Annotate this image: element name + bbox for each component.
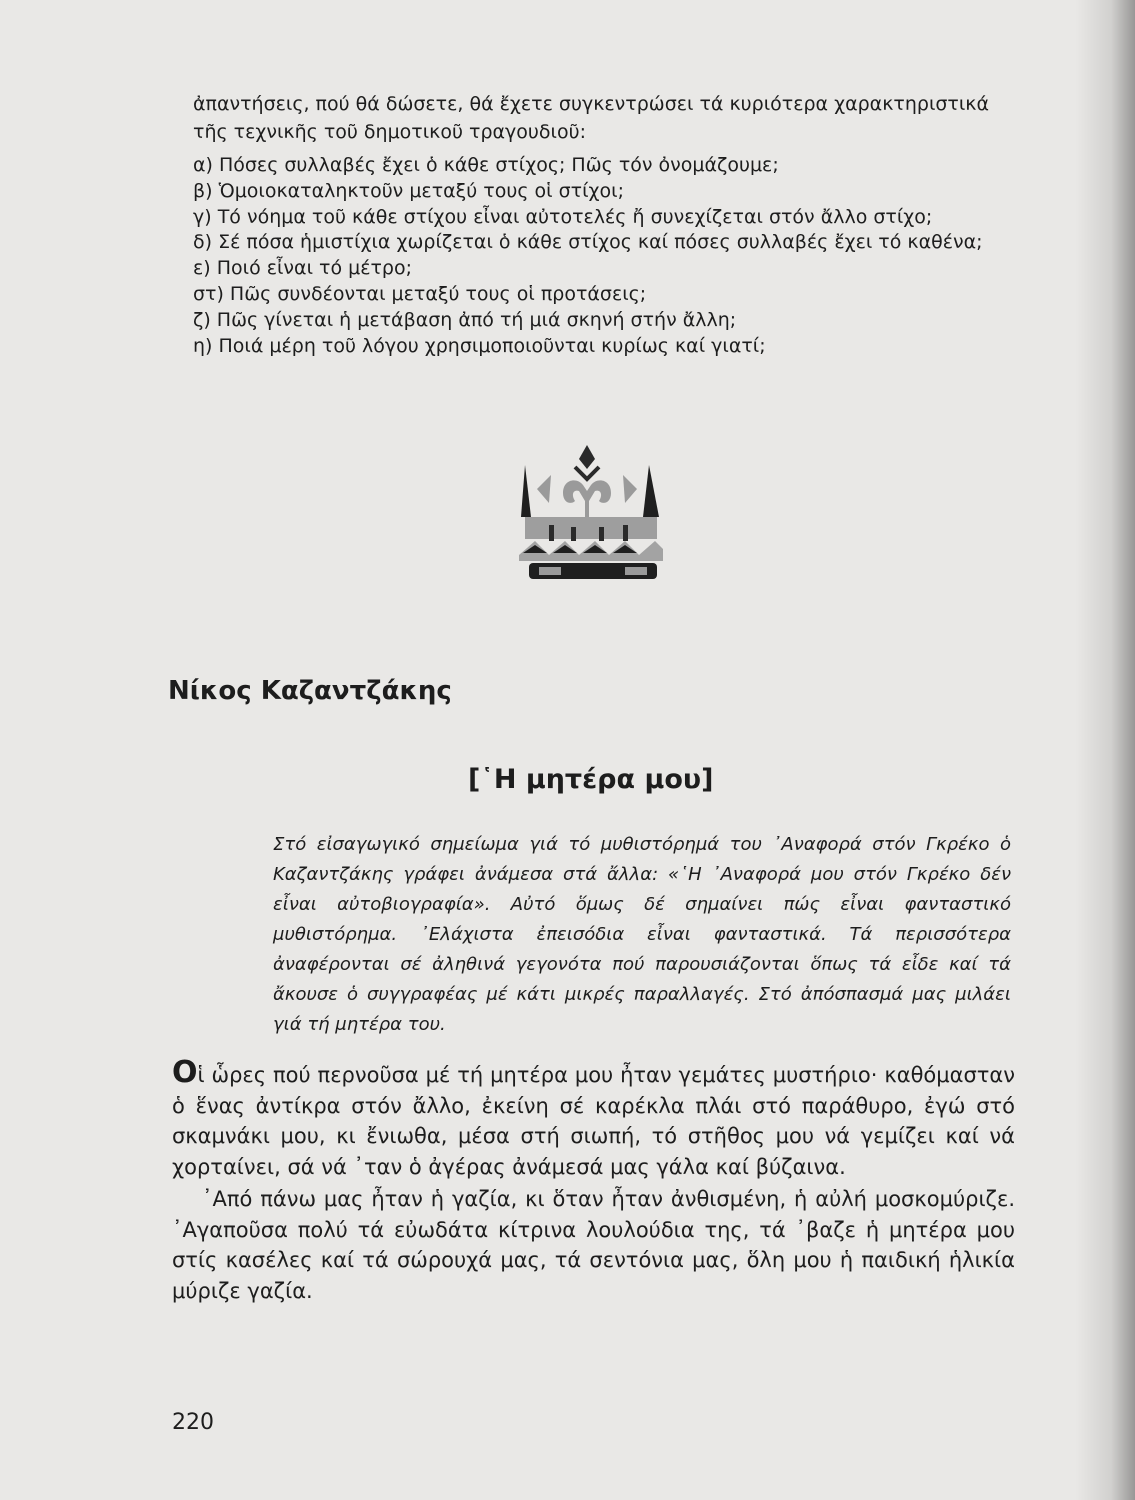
paragraph — [172, 1055, 1015, 1182]
page-edge-shadow — [1075, 0, 1135, 1500]
question-item: α) Πόσες συλλαβές ἔχει ὁ κάθε στίχος; Πῶς τόν ὀνομάζουμε; — [193, 154, 779, 176]
question-item: η) Ποιά μέρη τοῦ λόγου χρησιμοποιοῦνται κυρίως καί γιατί; — [193, 334, 766, 357]
questions-intro: ἀπαντήσεις, πού θά δώσετε, θά ἔχετε συγκεντρώσει τά κυριότερα χαρακτηριστικά τῆς τεχνικῆς τοῦ δημοτικοῦ τραγουδιοῦ: — [193, 93, 990, 143]
question-item: β) Ὁμοιοκαταληκτοῦν μεταξύ τους οἱ στίχοι; — [193, 179, 624, 202]
questions-block — [193, 90, 1013, 359]
introductory-note: Στό εἰσαγωγικό σημείωμα γιά τό μυθιστόρημά του ᾿Αναφορά στόν Γκρέκο ὁ Καζαντζάκης γράφει ἀνάμεσα στά ἄλλα: «῾Η ᾿Αναφορά μου στόν Γκρέκο δέν εἶναι αὐτοβιογραφία». Αὐτό ὅμως δέ σημαίνει πώς εἶναι φανταστικό μυθιστόρημα. ᾿Ελάχιστα ἐπεισόδια εἶναι φανταστικά. Τά περισσότερα ἀναφέρονται σέ ἀληθινά γεγονότα πού παρουσιάζονται ὅπως τά εἶδε καί τά ἄκουσε ὁ συγγραφέας μέ κάτι μικρές παραλλαγές. Στό ἀπόσπασμά μας μιλάει γιά τή μητέρα του. — [273, 834, 1011, 1035]
page-number: 220 — [172, 1410, 214, 1435]
question-item: δ) Σέ πόσα ἡμιστίχια χωρίζεται ὁ κάθε στίχος καί πόσες συλλαβές ἔχει τό καθένα; — [193, 231, 983, 254]
decorative-vignette-icon — [515, 445, 665, 585]
drop-cap: Ο — [172, 1055, 198, 1090]
question-item: γ) Τό νόημα τοῦ κάθε στίχου εἶναι αὐτοτελές ἤ συνεχίζεται στόν ἄλλο στίχο; — [193, 205, 933, 228]
question-item: στ) Πῶς συνδέονται μεταξύ τους οἱ προτάσεις; — [193, 282, 647, 305]
text-title: [῾Η μητέρα μου] — [468, 764, 714, 795]
paragraph: ᾿Από πάνω μας ἦταν ἡ γαζία, κι ὅταν ἦταν ἀνθισμένη, ἡ αὐλή μοσκομύριζε. ᾿Αγαποῦσα πολύ τά εὐωδάτα κίτρινα λουλούδια της, τά ᾿βαζε ἡ μητέρα μου στίς κασέλες καί τά σώρουχά μας, τά σεντόνια μας, ὅλη μου ἡ παιδική ἡλικία μύριζε γαζία. — [172, 1187, 1015, 1303]
paragraph-text: ἱ ὧρες πού περνοῦσα μέ τή μητέρα μου ἦταν γεμάτες μυστήριο· καθόμασταν ὁ ἕνας ἀντίκρα στόν ἄλλο, ἐκείνη σέ καρέκλα πλάι στό παράθυρο, ἐγώ στό σκαμνάκι μου, κι ἔνιωθα, μέσα στή σιωπή, τό στῆθος μου νά γεμίζει καί νά χορταίνει, σά νά ᾿ταν ὁ ἀγέρας ἀνάμεσά μας γάλα καί βύζαινα. — [172, 1063, 1015, 1179]
author-heading: Νίκος Καζαντζάκης — [168, 676, 452, 706]
question-item: ζ) Πῶς γίνεται ἡ μετάβαση ἀπό τή μιά σκηνή στήν ἄλλη; — [193, 308, 737, 331]
main-text — [172, 1055, 1015, 1306]
question-item: ε) Ποιό εἶναι τό μέτρο; — [193, 257, 413, 280]
